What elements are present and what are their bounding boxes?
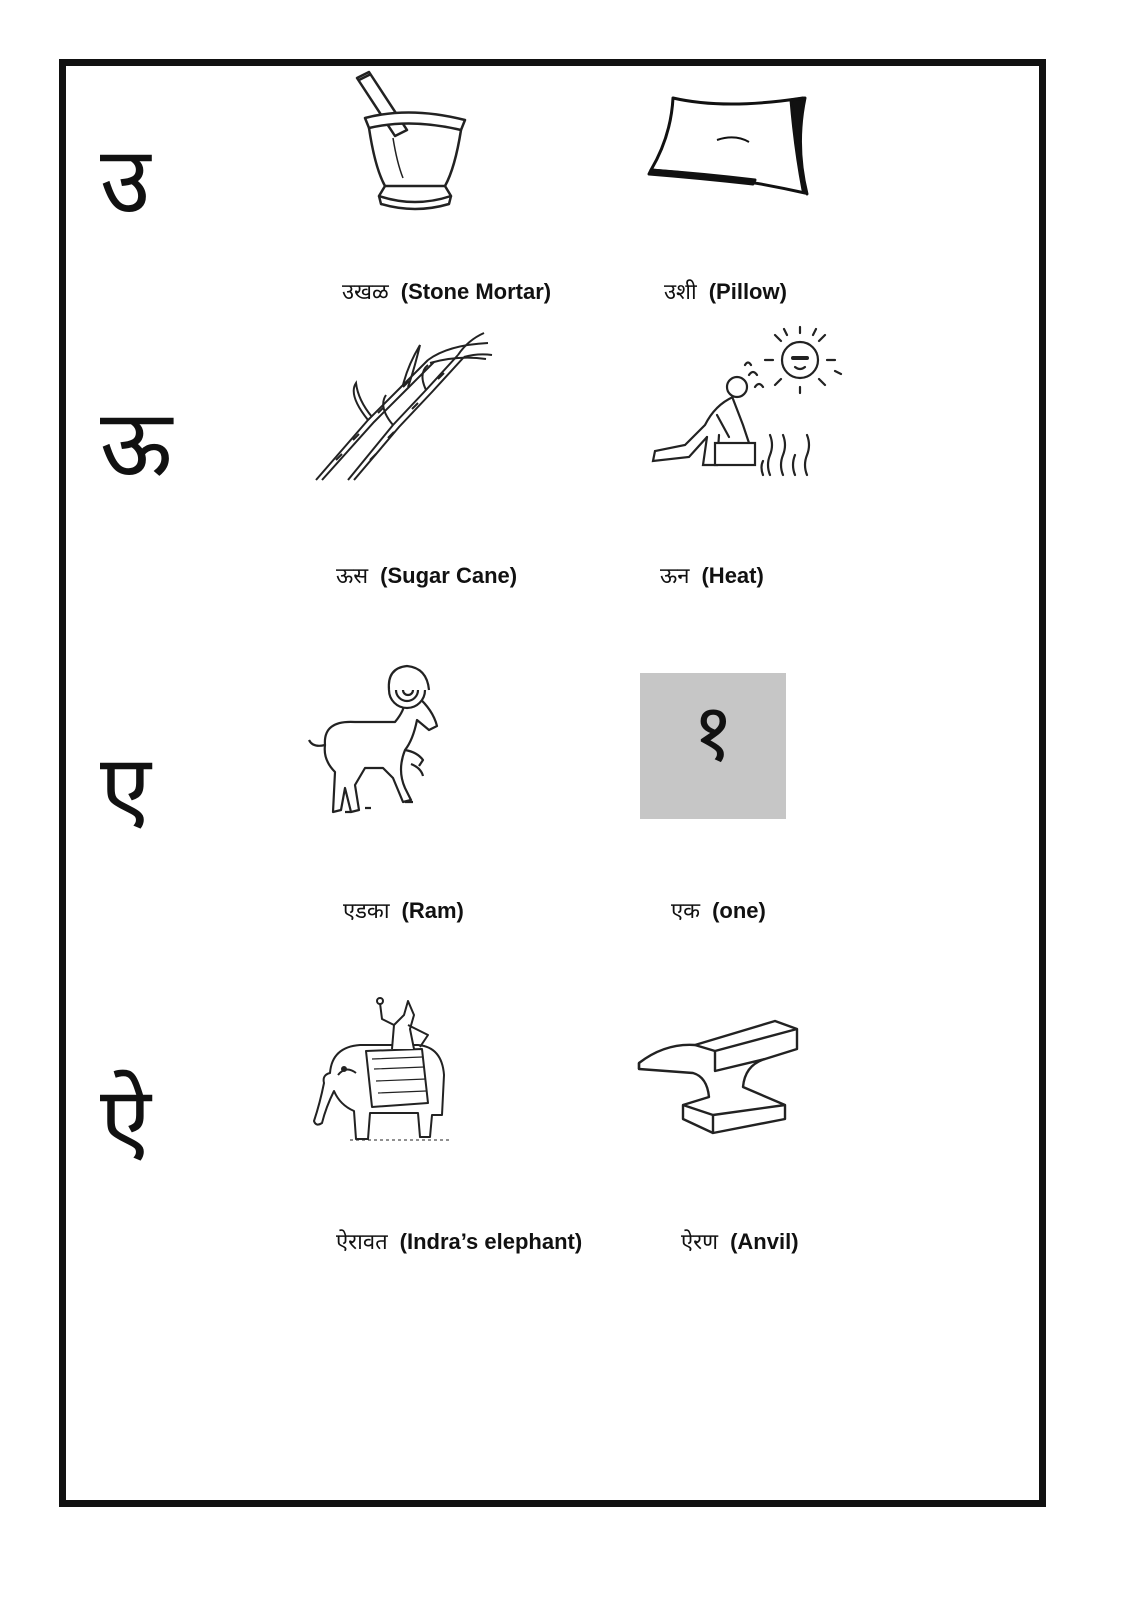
numeral-one-glyph: १ [692, 686, 734, 779]
caption-ushi [664, 276, 787, 306]
caption-oon [660, 560, 764, 590]
letter-uu: ऊ [100, 390, 173, 497]
elephant-icon [310, 995, 450, 1150]
caption-edka [343, 895, 464, 925]
caption-ek [671, 895, 766, 925]
word-devanagari: ऊस [336, 564, 369, 589]
letter-u: उ [100, 127, 151, 234]
ram-icon [305, 660, 450, 820]
word-devanagari: ऐरावत [336, 1230, 388, 1255]
word-devanagari: ऊन [660, 564, 690, 589]
word-meaning: (Ram) [401, 898, 464, 923]
letter-e: ए [100, 735, 151, 842]
word-devanagari: उखळ [342, 280, 389, 305]
caption-ukhal [342, 276, 551, 306]
letter-ai: ऐ [100, 1067, 151, 1174]
caption-airan [681, 1226, 799, 1256]
heat-sun-worker-icon [645, 325, 845, 480]
caption-airavat [336, 1226, 582, 1256]
word-meaning: (Sugar Cane) [380, 563, 518, 588]
word-devanagari: उशी [664, 280, 697, 305]
word-devanagari: ऐरण [681, 1230, 719, 1255]
page-border [59, 59, 1046, 1507]
numeral-one-icon [640, 673, 786, 819]
mortar-pestle-icon [345, 68, 475, 218]
word-meaning: (Indra’s elephant) [399, 1229, 583, 1254]
word-meaning: (one) [712, 898, 766, 923]
word-meaning: (Anvil) [730, 1229, 799, 1254]
caption-oos [336, 560, 517, 590]
pillow-icon [645, 88, 810, 203]
word-meaning: (Pillow) [708, 279, 787, 304]
word-meaning: (Stone Mortar) [400, 279, 552, 304]
word-devanagari: एक [671, 899, 701, 924]
word-devanagari: एडका [343, 899, 390, 924]
sugar-cane-icon [308, 325, 493, 485]
anvil-icon [635, 1015, 800, 1135]
word-meaning: (Heat) [701, 563, 764, 588]
